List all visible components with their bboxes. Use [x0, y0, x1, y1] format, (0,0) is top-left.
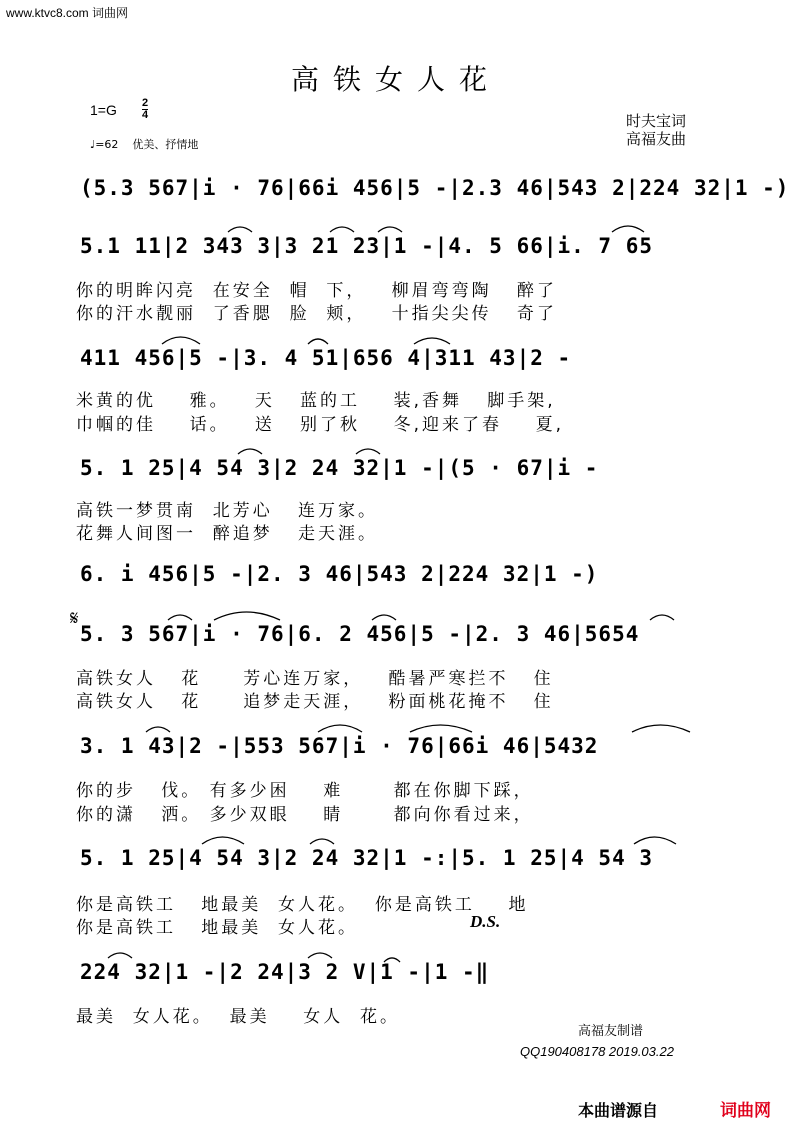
- source-label: 本曲谱源自: [578, 1101, 659, 1120]
- slur: [202, 837, 244, 844]
- lyricist-credit: 时夫宝词: [626, 112, 687, 130]
- slur: [372, 615, 396, 620]
- lyric-line-7b: 你的潇 洒。 多少双眼 睛 都向你看过来，: [76, 805, 534, 825]
- slur: [308, 339, 328, 344]
- slur: [238, 449, 262, 454]
- slur: [650, 615, 674, 620]
- lyric-line-8a: 你是高铁工 地最美 女人花。 你是高铁工 地: [76, 895, 529, 915]
- slur: [310, 839, 334, 844]
- segno-sign: 𝄋: [70, 606, 79, 630]
- notation-line-5: 6. i 456|5 -|2. 3 46|543 2|224 32|1 -): [80, 562, 599, 586]
- lyric-line-4b: 花舞人间图一 醉追梦 走天涯。: [76, 524, 379, 544]
- slur: [410, 725, 472, 732]
- slur: [378, 227, 402, 232]
- lyric-line-6a: 高铁女人 花 芳心连万家， 酷暑严寒拦不 住: [76, 669, 554, 689]
- lyric-line-4a: 高铁一梦贯南 北芳心 连万家。: [76, 501, 379, 521]
- lyric-line-2a: 你的明眸闪亮 在安全 帽 下， 柳眉弯弯陶 醉了: [76, 281, 557, 301]
- slur: [330, 227, 354, 232]
- slur: [414, 338, 450, 344]
- time-top: 2: [142, 97, 149, 109]
- lyric-line-8b: 你是高铁工 地最美 女人花。: [76, 918, 359, 938]
- slur: [612, 226, 644, 232]
- notation-line-9: 224 32|1 -|2 24|3 2 V|1 -|1 -‖: [80, 960, 490, 984]
- key-signature: 1=G: [90, 102, 117, 118]
- slur: [228, 227, 252, 232]
- lyric-line-6b: 高铁女人 花 追梦走天涯， 粉面桃花掩不 住: [76, 692, 554, 712]
- slur: [318, 725, 362, 732]
- song-title: 高铁女人花: [290, 63, 501, 96]
- site-url[interactable]: www.ktvc8.com 词曲网: [6, 6, 129, 20]
- lyric-line-2b: 你的汗水靓丽 了香腮 脸 颊， 十指尖尖传 奇了: [76, 304, 557, 324]
- lyric-line-7a: 你的步 伐。 有多少困 难 都在你脚下踩，: [76, 781, 534, 801]
- slur: [634, 837, 676, 844]
- brand-logo[interactable]: 词曲网: [720, 1101, 771, 1121]
- slur: [168, 615, 192, 620]
- time-bottom: 4: [142, 109, 149, 121]
- slur: [146, 727, 170, 732]
- slur: [108, 953, 132, 958]
- contact-info: QQ190408178 2019.03.22: [520, 1044, 674, 1059]
- ds-marking: D.S.: [470, 912, 501, 931]
- notation-line-3: 411 456|5 -|3. 4 51|656 4|311 43|2 -: [80, 346, 572, 370]
- notation-line-2: 5.1 11|2 343 3|3 21 23|1 -|4. 5 66|i. 7 65: [80, 234, 654, 258]
- slur: [162, 337, 200, 344]
- notation-line-7: 3. 1 43|2 -|553 567|i · 76|66i 46|5432: [80, 734, 599, 758]
- slur: [356, 449, 380, 454]
- fermata: [384, 958, 400, 962]
- lyric-line-9a: 最美 女人花。 最美 女人 花。: [76, 1007, 401, 1027]
- tempo-marking: ♩=62 优美、抒情地: [90, 138, 199, 151]
- notation-line-8: 5. 1 25|4 54 3|2 24 32|1 -:|5. 1 25|4 54 3: [80, 846, 654, 870]
- slur: [632, 725, 690, 732]
- lyric-line-3b: 巾帼的佳 话。 送 别了秋 冬,迎来了春 夏,: [76, 415, 565, 435]
- slur: [308, 953, 332, 958]
- composer-credit: 高福友曲: [626, 130, 687, 148]
- score-maker: 高福友制谱: [578, 1024, 644, 1039]
- notation-line-4: 5. 1 25|4 54 3|2 24 32|1 -|(5 · 67|i -: [80, 456, 599, 480]
- notation-line-1: (5.3 567|i · 76|66i 456|5 -|2.3 46|543 2|224 32|1 -): [80, 176, 790, 200]
- slur: [214, 612, 280, 620]
- lyric-line-3a: 米黄的优 雅。 天 蓝的工 装,香舞 脚手架,: [76, 391, 556, 411]
- notation-line-6: 5. 3 567|i · 76|6. 2 456|5 -|2. 3 46|5654: [80, 622, 640, 646]
